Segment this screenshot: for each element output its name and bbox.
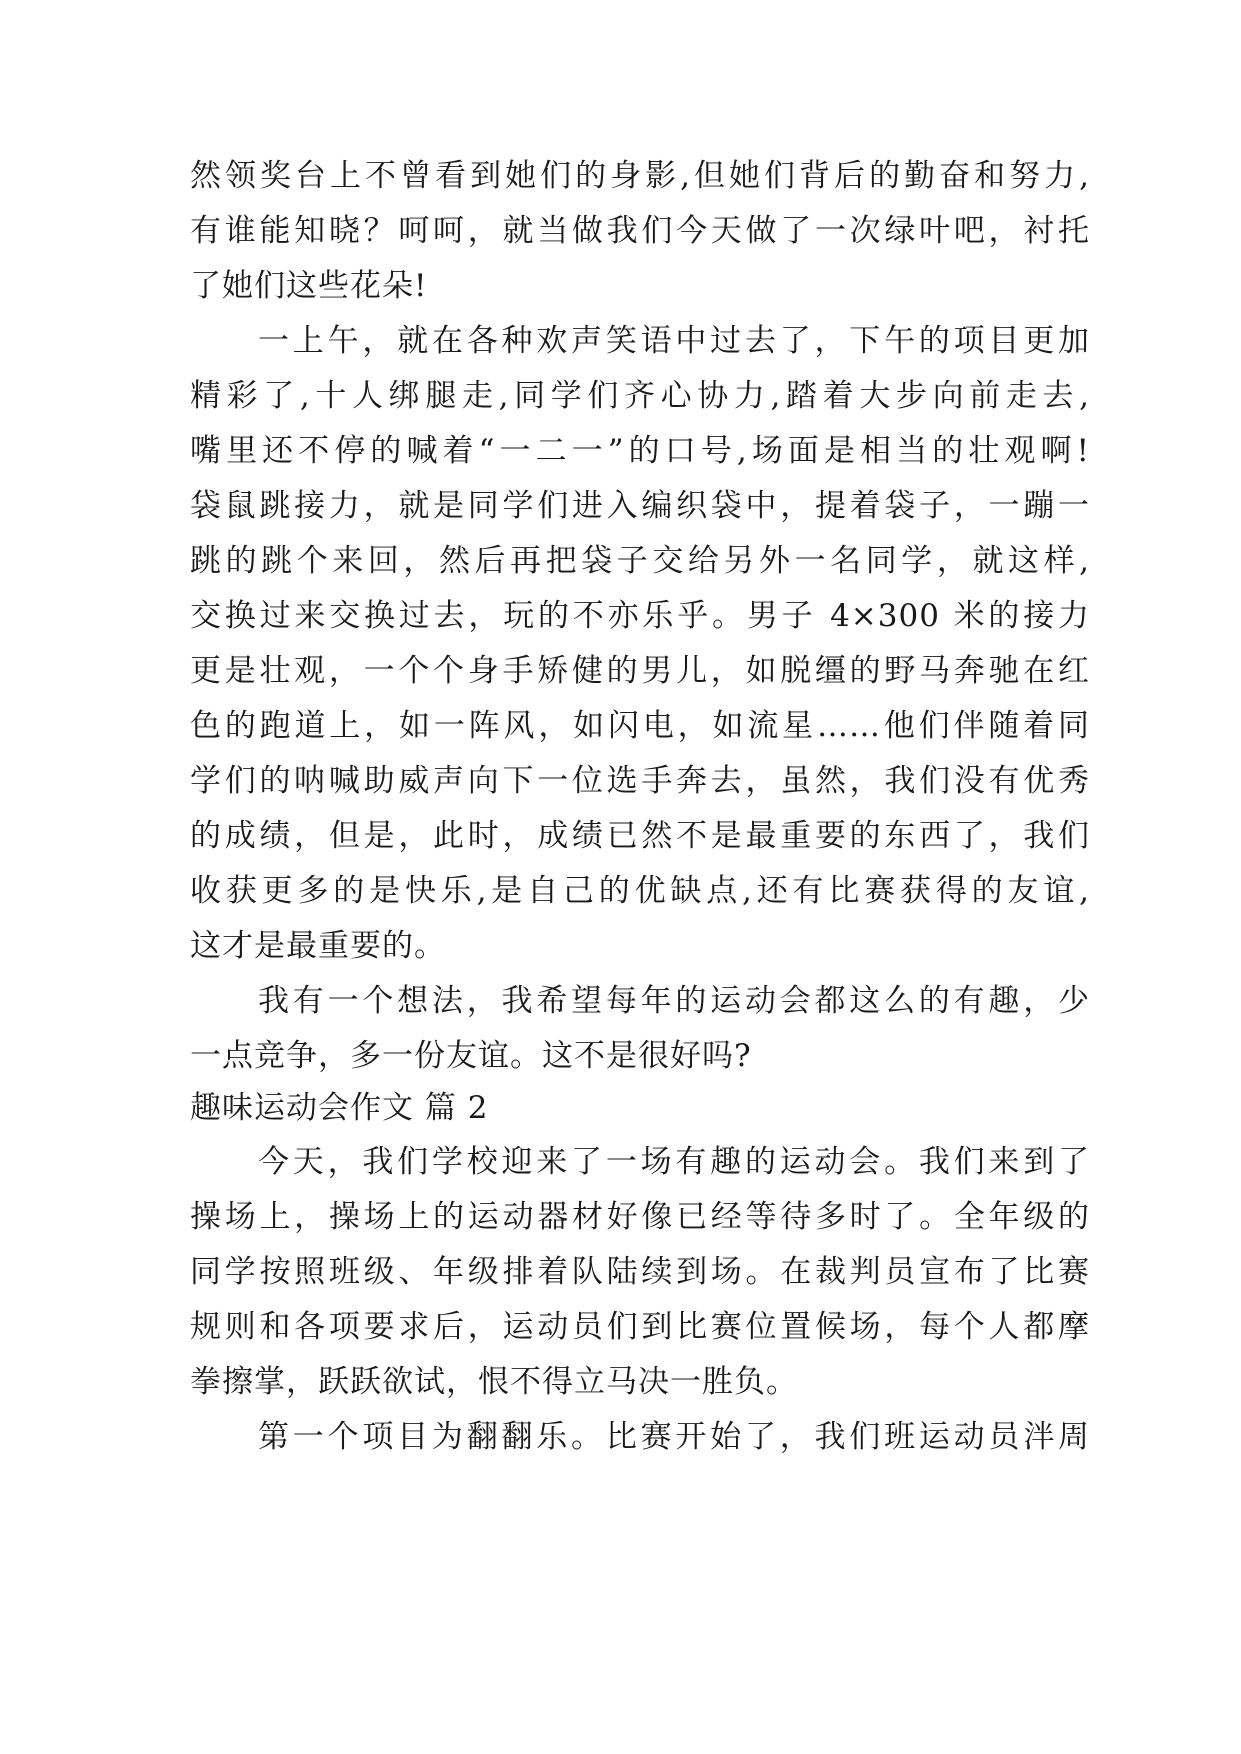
text-line: 同学按照班级、年级排着队陆续到场。在裁判员宣布了比赛 [190, 1254, 1090, 1290]
text-line: 嘴里还不停的喊着“一二一”的口号,场面是相当的壮观啊! [190, 433, 1090, 469]
text-line: 袋鼠跳接力，就是同学们进入编织袋中，提着袋子，一蹦一 [190, 488, 1090, 524]
text-line: 更是壮观，一个个身手矫健的男儿，如脱缰的野马奔驰在红 [190, 653, 1090, 689]
paragraph-first-line: 一上午，就在各种欢声笑语中过去了，下午的项目更加 [258, 323, 1090, 359]
text-line: 交换过来交换过去，玩的不亦乐乎。男子 4×300 米的接力 [190, 598, 1090, 634]
text-line: 拳擦掌，跃跃欲试，恨不得立马决一胜负。 [190, 1364, 798, 1400]
text-line: 精彩了,十人绑腿走,同学们齐心协力,踏着大步向前走去, [190, 378, 1090, 414]
text-line: 的成绩，但是，此时，成绩已然不是最重要的东西了，我们 [190, 818, 1090, 854]
text-line: 收获更多的是快乐,是自己的优缺点,还有比赛获得的友谊, [190, 873, 1090, 909]
section-heading: 趣味运动会作文 篇 2 [190, 1090, 489, 1126]
text-line: 这才是最重要的。 [190, 928, 446, 964]
text-line: 跳的跳个来回，然后再把袋子交给另外一名同学，就这样, [190, 543, 1090, 579]
paragraph-first-line: 今天，我们学校迎来了一场有趣的运动会。我们来到了 [258, 1144, 1090, 1180]
text-line: 操场上，操场上的运动器材好像已经等待多时了。全年级的 [190, 1199, 1090, 1235]
text-line: 有谁能知晓？呵呵，就当做我们今天做了一次绿叶吧，衬托 [190, 213, 1090, 249]
text-line: 然领奖台上不曾看到她们的身影,但她们背后的勤奋和努力, [190, 158, 1090, 194]
text-line: 一点竞争，多一份友谊。这不是很好吗? [190, 1038, 752, 1074]
text-line: 学们的呐喊助威声向下一位选手奔去，虽然，我们没有优秀 [190, 763, 1090, 799]
text-line: 规则和各项要求后，运动员们到比赛位置候场，每个人都摩 [190, 1309, 1090, 1345]
text-line: 色的跑道上，如一阵风，如闪电，如流星……他们伴随着同 [190, 708, 1090, 744]
paragraph-first-line: 第一个项目为翻翻乐。比赛开始了，我们班运动员泮周 [258, 1419, 1090, 1455]
paragraph-first-line: 我有一个想法，我希望每年的运动会都这么的有趣，少 [258, 983, 1090, 1019]
text-line: 了她们这些花朵! [190, 268, 428, 304]
